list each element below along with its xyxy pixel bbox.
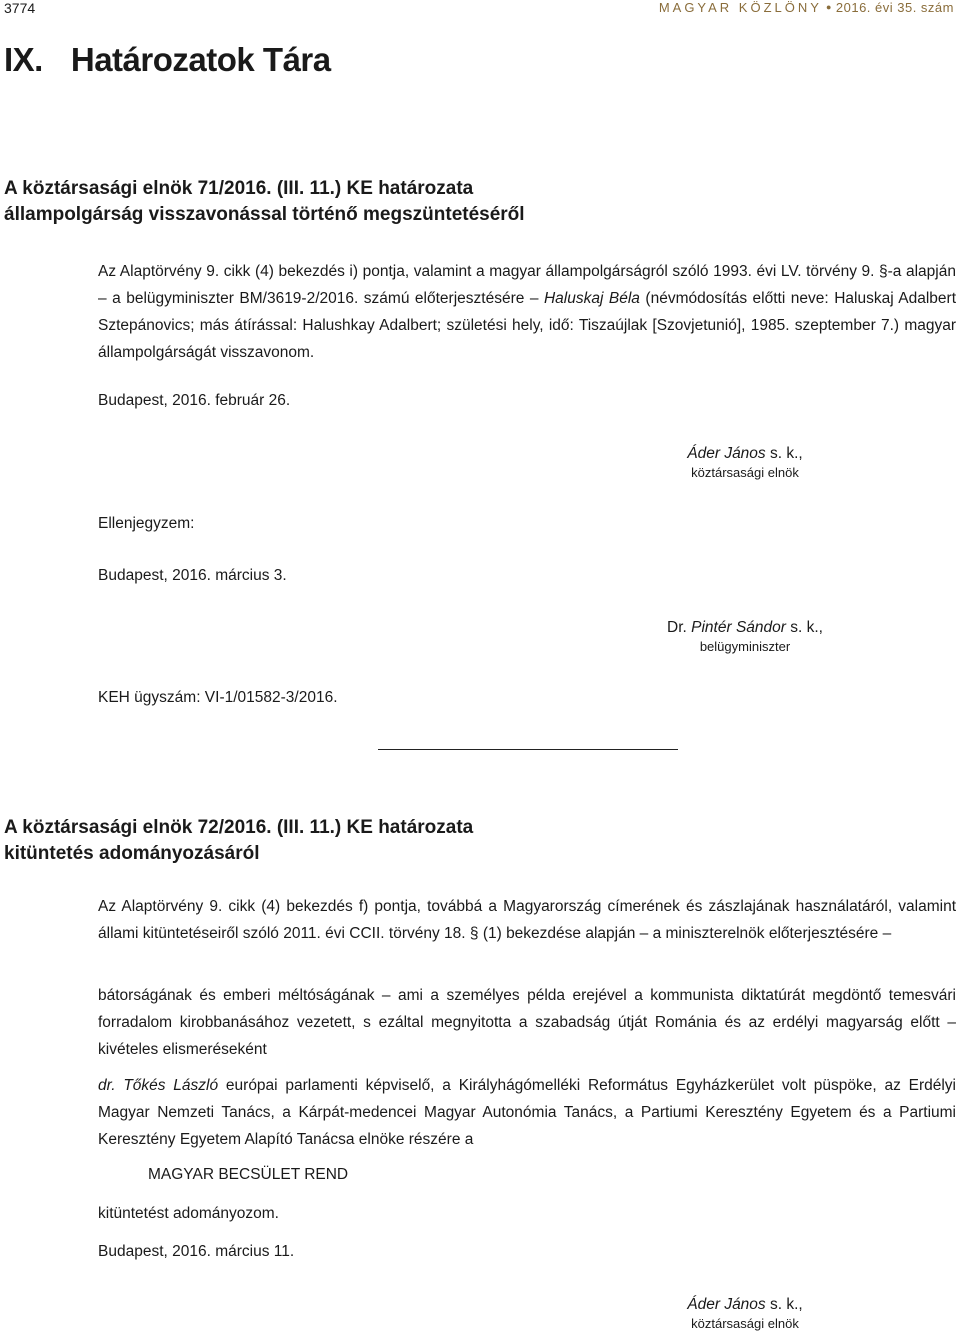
countersigner-prefix: Dr. [667,619,692,636]
resolution-1-person-name: Haluskaj Béla [543,290,640,307]
chapter-title: Határozatok Tára [70,41,331,78]
resolution-2-title-line1: A köztársasági elnök 72/2016. (III. 11.) KE határozata [4,817,474,838]
countersigner-name: Pintér Sándor [691,619,786,636]
resolution-2-title [4,815,473,867]
resolution-1-title-line2: állampolgárság visszavonással történő megszüntetéséről [4,204,525,225]
running-header [659,0,954,15]
bullet-separator: ● [825,2,832,12]
grant-text: kitüntetést adományozom. [98,1205,279,1222]
countersigner-role: belügyminiszter [699,639,791,654]
countersigner-suffix: s. k., [785,619,823,636]
journal-name: MAGYAR KÖZLÖNY [658,0,822,15]
journal-issue: 2016. évi 35. szám [835,0,954,15]
signer-suffix: s. k., [765,1296,803,1313]
resolution-2-reason: bátorságának és emberi méltóságának – ami a személyes példa erejével a kommunista diktatúrát megdöntő temesvári forradalom kirobbanásához vezetett, s ezáltal megnyitotta a szabadság útját Románia és az erdélyi magyarság előtt – kivételes elismeréseként [98,987,956,1058]
recipient-description: európai parlamenti képviselő, a Királyhágómelléki Református Egyházkerület volt püspöke, az Erdélyi Magyar Nemzeti Tanács, a Kárpát-medencei Magyar Autonómia Tanács, a Partiumi Keresztény Egyetem és a Partiumi Keresztény Egyetem Alapító Tanácsa elnöke részére a [98,1077,957,1148]
resolution-1-body-part1: Az Alaptörvény 9. cikk (4) bekezdés i) pontja, valamint a magyar állampolgárságról szóló 1993. évi LV. törvény 9. §-a alapján – a belügyminiszter BM/3619-2/2016. számú előterjesztésére – [98,263,956,307]
case-number: KEH ügyszám: VI-1/01582-3/2016. [98,689,338,706]
section-divider [378,749,678,750]
chapter-number: IX. [4,41,43,78]
resolution-1-title-line1: A köztársasági elnök 71/2016. (III. 11.) KE határozata [4,178,474,199]
recipient-prefix: dr. [98,1077,124,1094]
resolution-1-body-part2: (névmódosítás előtti neve: Haluskaj Adalbert Sztepánovics; más átírással: Halushkay Adalbert; születési hely, idő: Tiszaújlak [Szovjetunió], 1985. szeptember 7.) magyar állampolgárságát visszavonom. [98,290,957,361]
resolution-2-signature [640,1296,850,1331]
signer-suffix: s. k., [765,445,803,462]
resolution-1-body [98,258,956,366]
resolution-1-title [4,176,525,228]
countersign-date: Budapest, 2016. március 3. [98,567,287,584]
signer-name: Áder János [687,1296,766,1313]
resolution-2-title-line2: kitüntetés adományozásáról [4,843,260,864]
page-number: 3774 [4,0,36,16]
countersign-label: Ellenjegyzem: [98,515,195,532]
countersign-signature [640,619,850,654]
chapter-heading [4,41,331,79]
resolution-2-legal-basis: Az Alaptörvény 9. cikk (4) bekezdés f) pontja, továbbá a Magyarország címerének és zászlajának használatáról, valamint állami kitüntetéseiről szóló 2011. évi CCII. törvény 18. § (1) bekezdése alapján – a miniszterelnök előterjesztésére – [98,898,956,942]
award-name: MAGYAR BECSÜLET REND [148,1166,349,1183]
resolution-2-place-date: Budapest, 2016. március 11. [98,1243,295,1260]
signer-role: köztársasági elnök [691,465,799,480]
resolution-1-place-date: Budapest, 2016. február 26. [98,392,291,409]
resolution-2-recipient [98,1072,956,1153]
signer-name: Áder János [687,445,766,462]
recipient-name: Tőkés László [123,1077,219,1094]
signer-role: köztársasági elnök [691,1316,799,1331]
resolution-1-signature [640,445,850,480]
